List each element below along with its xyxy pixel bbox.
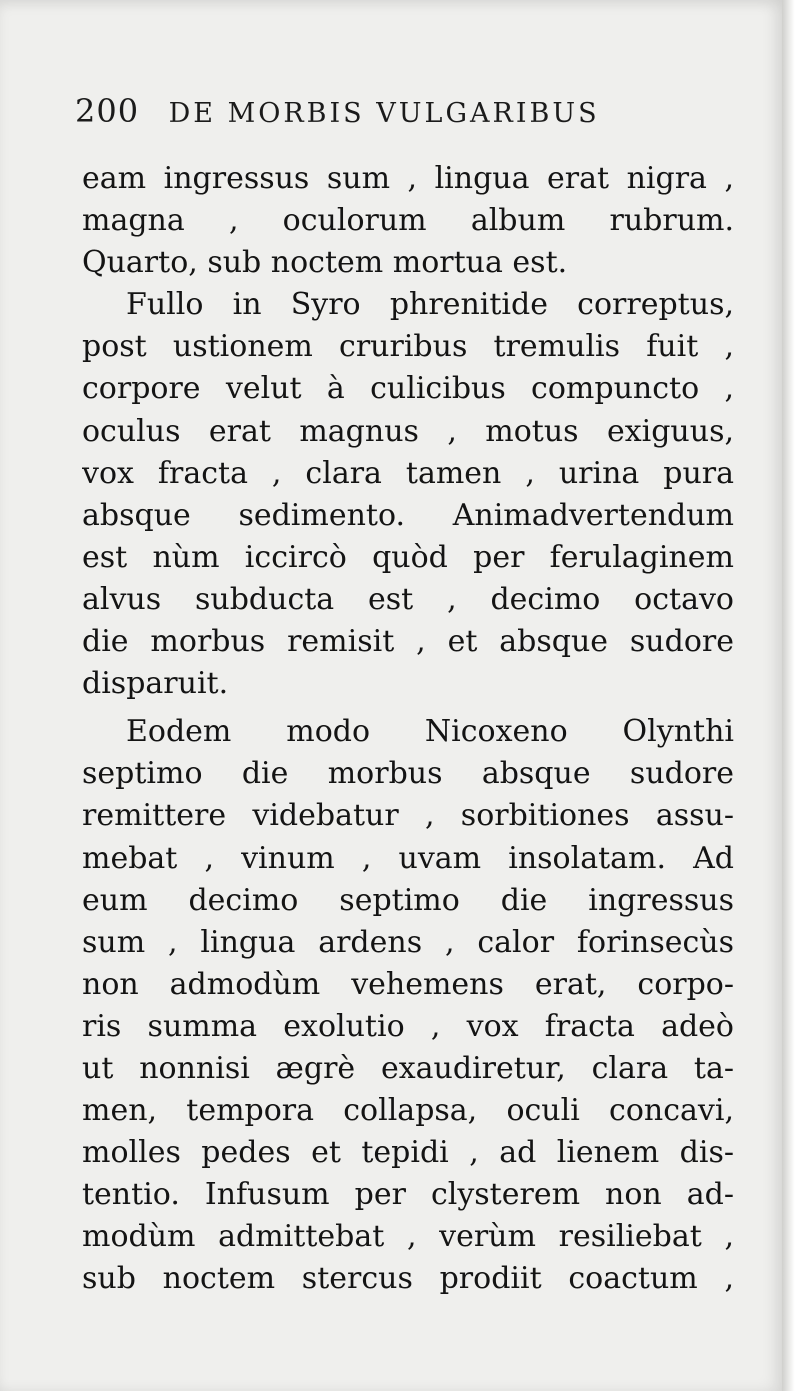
page-edge bbox=[782, 0, 800, 1391]
text-line: est nùm iccircò quòd per ferulaginem bbox=[82, 539, 734, 575]
text-line: ut nonnisi ægrè exaudiretur, clara ta- bbox=[82, 1050, 734, 1086]
page-number: 200 bbox=[75, 92, 140, 130]
text-line: oculus erat magnus , motus exiguus, bbox=[82, 413, 734, 449]
text-line: sum , lingua ardens , calor forinsecùs bbox=[82, 924, 734, 960]
text-line: disparuit. bbox=[82, 666, 229, 702]
text-line: tentio. Infusum per clysterem non ad- bbox=[82, 1177, 734, 1213]
running-header bbox=[75, 92, 675, 132]
text-line: sub noctem stercus prodiit coactum , bbox=[82, 1261, 734, 1297]
text-line: corpore velut à culicibus compuncto , bbox=[82, 371, 734, 407]
text-line: Eodem modo Nicoxeno Olynthi bbox=[126, 714, 734, 750]
text-line: non admodùm vehemens erat, corpo- bbox=[82, 966, 734, 1002]
text-line: molles pedes et tepidi , ad lienem dis- bbox=[82, 1135, 734, 1171]
text-line: septimo die morbus absque sudore bbox=[82, 756, 734, 792]
text-line: post ustionem cruribus tremulis fuit , bbox=[82, 329, 734, 365]
text-line: modùm admittebat , verùm resiliebat , bbox=[82, 1219, 734, 1255]
body-text bbox=[82, 158, 734, 1301]
running-title: DE MORBIS VULGARIBUS bbox=[168, 98, 600, 129]
text-line: men, tempora collapsa, oculi concavi, bbox=[82, 1093, 734, 1129]
text-line: eam ingressus sum , lingua erat nigra , bbox=[82, 161, 734, 196]
text-line: vox fracta , clara tamen , urina pura bbox=[82, 455, 734, 491]
text-line: alvus subducta est , decimo octavo bbox=[82, 581, 734, 617]
text-line: remittere videbatur , sorbitiones assu- bbox=[82, 798, 734, 834]
text-line: die morbus remisit , et absque sudore bbox=[82, 624, 734, 660]
text-line: ris summa exolutio , vox fracta adeò bbox=[82, 1008, 734, 1044]
text-line: Fullo in Syro phrenitide correptus, bbox=[126, 287, 734, 323]
text-line: eum decimo septimo die ingressus bbox=[82, 882, 734, 918]
text-line: absque sedimento. Animadvertendum bbox=[82, 497, 734, 533]
text-line: Quarto, sub noctem mortua est. bbox=[82, 245, 568, 281]
text-line: magna , oculorum album rubrum. bbox=[82, 203, 734, 239]
text-line: mebat , vinum , uvam insolatam. Ad bbox=[82, 840, 734, 876]
